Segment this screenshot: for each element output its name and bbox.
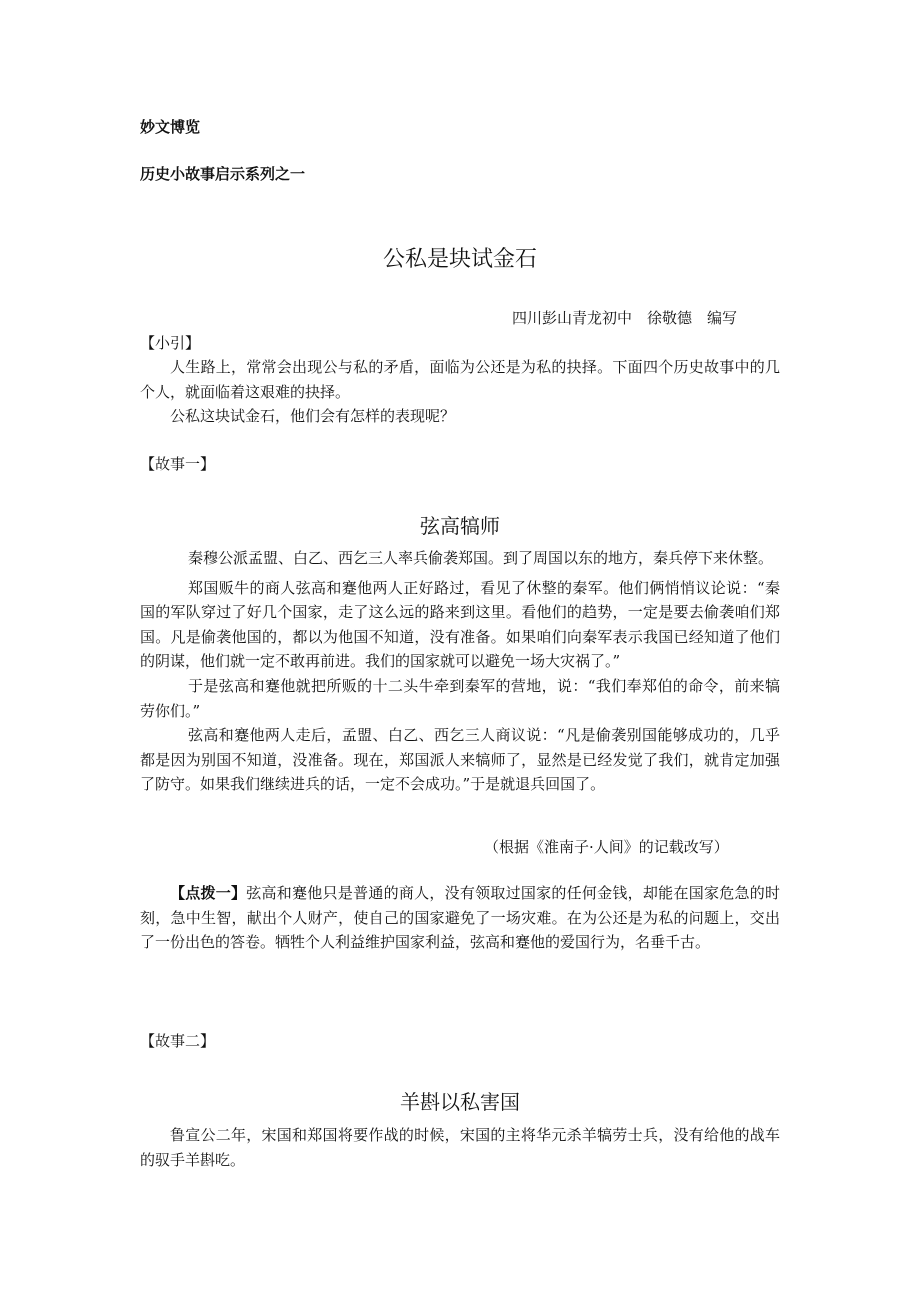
comment-1-label: 【点拨一】 [170, 884, 247, 902]
story-1-title: 弦高犒师 [420, 514, 500, 538]
story-1-paragraph-1: 秦穆公派孟盟、白乙、西乞三人率兵偷袭郑国。到了周国以东的地方，秦兵停下来休整。 [188, 549, 774, 567]
intro-heading: 【小引】 [140, 334, 201, 352]
story-1-paragraph-3: 于是弦高和蹇他就把所贩的十二头牛牵到秦军的营地，说：“我们奉郑伯的命令，前来犒劳你们。” [140, 676, 780, 720]
story-1-source: （根据《淮南子·人间》的记载改写） [484, 838, 729, 856]
intro-body [140, 355, 780, 429]
intro-paragraph-1: 人生路上，常常会出现公与私的矛盾，面临为公还是为私的抉择。下面四个历史故事中的几个人，就面临着这艰难的抉择。 [140, 358, 780, 401]
author-line: 四川彭山青龙初中 徐敬德 编写 [512, 309, 738, 327]
intro-paragraph-2: 公私这块试金石，他们会有怎样的表现呢？ [170, 407, 456, 426]
story-1-label: 【故事一】 [140, 455, 216, 473]
story-1-paragraph-2: 郑国贩牛的商人弦高和蹇他两人正好路过，看见了休整的秦军。他们俩悄悄议论说：“秦国的军队穿过了好几个国家，走了这么远的路来到这里。看他们的趋势，一定是要去偷袭咱们郑国。凡是偷袭他国的，都以为他国不知道，没有准备。如果咱们向秦军表示我国已经知道了他们的阴谋，他们就一定不敢再前进。我们的国家就可以避免一场大灾祸了。” [140, 578, 780, 671]
column-label: 妙文博览 [140, 118, 201, 136]
story-2-title: 羊斟以私害国 [400, 1090, 520, 1114]
story-1-paragraph-4: 弦高和蹇他两人走后，孟盟、白乙、西乞三人商议说：“凡是偷袭别国能够成功的，几乎都是因为别国不知道，没准备。现在，郑国派人来犒师了，显然是已经发觉了我们，就肯定加强了防守。如果我们继续进兵的话，一定不会成功。”于是就退兵回国了。 [140, 726, 780, 794]
series-label: 历史小故事启示系列之一 [140, 165, 306, 183]
article-title: 公私是块试金石 [382, 247, 537, 272]
story-2-body [140, 1123, 780, 1172]
story-1-body [140, 546, 780, 797]
comment-1-text: 弦高和蹇他只是普通的商人，没有领取过国家的任何金钱，却能在国家危急的时刻，急中生智，献出个人财产，使自己的国家避免了一场灾难。在为公还是为私的问题上，交出了一份出色的答卷。牺牲个人利益维护国家利益，弦高和蹇他的爱国行为，名垂千古。 [140, 884, 780, 952]
story-2-paragraph-1: 鲁宣公二年，宋国和郑国将要作战的时候，宋国的主将华元杀羊犒劳士兵，没有给他的战车的驭手羊斟吃。 [140, 1126, 780, 1169]
story-2-label: 【故事二】 [140, 1032, 216, 1050]
comment-1 [140, 881, 780, 955]
